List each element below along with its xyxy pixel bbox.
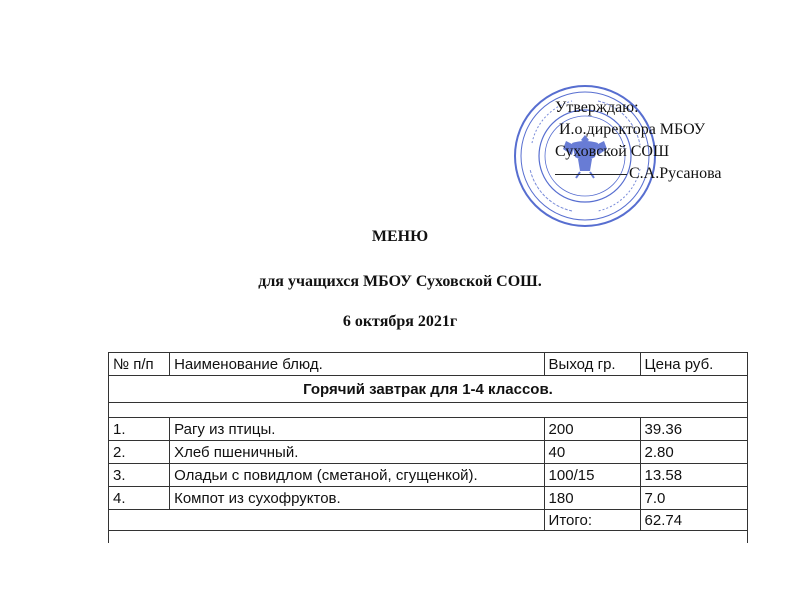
- spacer-row: [109, 403, 748, 418]
- section-row: [109, 376, 748, 403]
- document-subtitle: для учащихся МБОУ Суховской СОШ.: [258, 273, 542, 290]
- row-price: 39.36: [640, 418, 747, 441]
- approval-school: Суховской СОШ: [555, 143, 670, 160]
- table-row: [109, 464, 748, 487]
- header-yield: Выход гр.: [544, 353, 640, 376]
- approval-heading: Утверждаю:: [555, 99, 639, 116]
- row-price: 13.58: [640, 464, 747, 487]
- total-row: [109, 510, 748, 531]
- table-row: [109, 441, 748, 464]
- signature-underline: [555, 174, 627, 175]
- header-dish-name: Наименование блюд.: [170, 353, 544, 376]
- row-price: 7.0: [640, 487, 747, 510]
- total-value: 62.74: [640, 510, 747, 531]
- row-number: 2.: [109, 441, 170, 464]
- row-price: 2.80: [640, 441, 747, 464]
- approval-signature-line: [555, 163, 722, 185]
- total-label: Итого:: [544, 510, 640, 531]
- row-dish-name: Оладьи с повидлом (сметаной, сгущенкой).: [170, 464, 544, 487]
- row-number: 4.: [109, 487, 170, 510]
- document-title: МЕНЮ: [371, 228, 429, 245]
- approval-signer: С.А.Русанова: [629, 165, 722, 182]
- table-header-row: [109, 353, 748, 376]
- cutoff-cell: [109, 531, 748, 544]
- row-dish-name: Компот из сухофруктов.: [170, 487, 544, 510]
- row-yield: 40: [544, 441, 640, 464]
- row-yield: 100/15: [544, 464, 640, 487]
- spacer-cell: [109, 403, 748, 418]
- row-number: 3.: [109, 464, 170, 487]
- document-date: 6 октября 2021г: [342, 313, 458, 330]
- section-title: Горячий завтрак для 1-4 классов.: [109, 376, 748, 403]
- total-empty-cell: [109, 510, 545, 531]
- row-dish-name: Рагу из птицы.: [170, 418, 544, 441]
- menu-table: [108, 352, 748, 543]
- table-row: [109, 418, 748, 441]
- row-dish-name: Хлеб пшеничный.: [170, 441, 544, 464]
- header-price: Цена руб.: [640, 353, 747, 376]
- approval-block: [555, 97, 722, 185]
- approval-position: И.о.директора МБОУ: [559, 121, 706, 138]
- row-number: 1.: [109, 418, 170, 441]
- row-yield: 180: [544, 487, 640, 510]
- table-row: [109, 487, 748, 510]
- header-number: № п/п: [109, 353, 170, 376]
- row-yield: 200: [544, 418, 640, 441]
- cutoff-row: [109, 531, 748, 544]
